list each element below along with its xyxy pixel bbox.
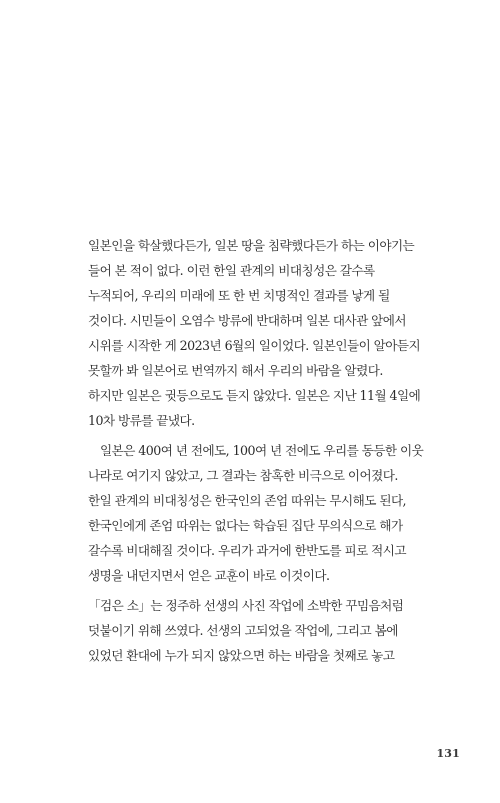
text-line: 들어 본 적이 없다. 이런 한일 관계의 비대칭성은 갈수록 bbox=[88, 263, 375, 278]
text-line: 일본은 400여 년 전에도, 100여 년 전에도 우리를 동등한 이웃 bbox=[100, 443, 424, 458]
text-line: 10차 방류를 끝냈다. bbox=[88, 413, 195, 428]
text-line: 것이다. 시민들이 오염수 방류에 반대하며 일본 대사관 앞에서 bbox=[88, 313, 407, 328]
text-line: 하지만 일본은 귓등으로도 듣지 않았다. 일본은 지난 11월 4일에 bbox=[88, 388, 421, 403]
text-line: 있었던 환대에 누가 되지 않았으면 하는 바람을 첫째로 놓고 bbox=[88, 648, 395, 663]
text-line: 누적되어, 우리의 미래에 또 한 번 치명적인 결과를 낳게 될 bbox=[88, 288, 390, 303]
text-line: 「검은 소」는 정주하 선생의 사진 작업에 소박한 꾸밈음처럼 bbox=[88, 598, 404, 613]
text-line: 시위를 시작한 게 2023년 6월의 일이었다. 일본인들이 알아듣지 bbox=[88, 338, 421, 353]
text-line: 갈수록 비대해질 것이다. 우리가 과거에 한반도를 피로 적시고 bbox=[88, 543, 407, 558]
text-line: 생명을 내던지면서 얻은 교훈이 바로 이것이다. bbox=[88, 568, 330, 583]
text-line: 한일 관계의 비대칭성은 한국인의 존엄 따위는 무시해도 된다, bbox=[88, 493, 407, 508]
text-line: 일본인을 학살했다든가, 일본 땅을 침략했다든가 하는 이야기는 bbox=[88, 238, 415, 253]
text-line: 못할까 봐 일본어로 번역까지 해서 우리의 바람을 알렸다. bbox=[88, 363, 383, 378]
text-line: 나라로 여기지 않았고, 그 결과는 참혹한 비극으로 이어졌다. bbox=[88, 468, 398, 483]
page-number: 131 bbox=[436, 747, 460, 760]
text-line: 한국인에게 존엄 따위는 없다는 학습된 집단 무의식으로 해가 bbox=[88, 518, 403, 533]
text-line: 덧붙이기 위해 쓰였다. 선생의 고되었을 작업에, 그리고 봄에 bbox=[88, 623, 398, 638]
